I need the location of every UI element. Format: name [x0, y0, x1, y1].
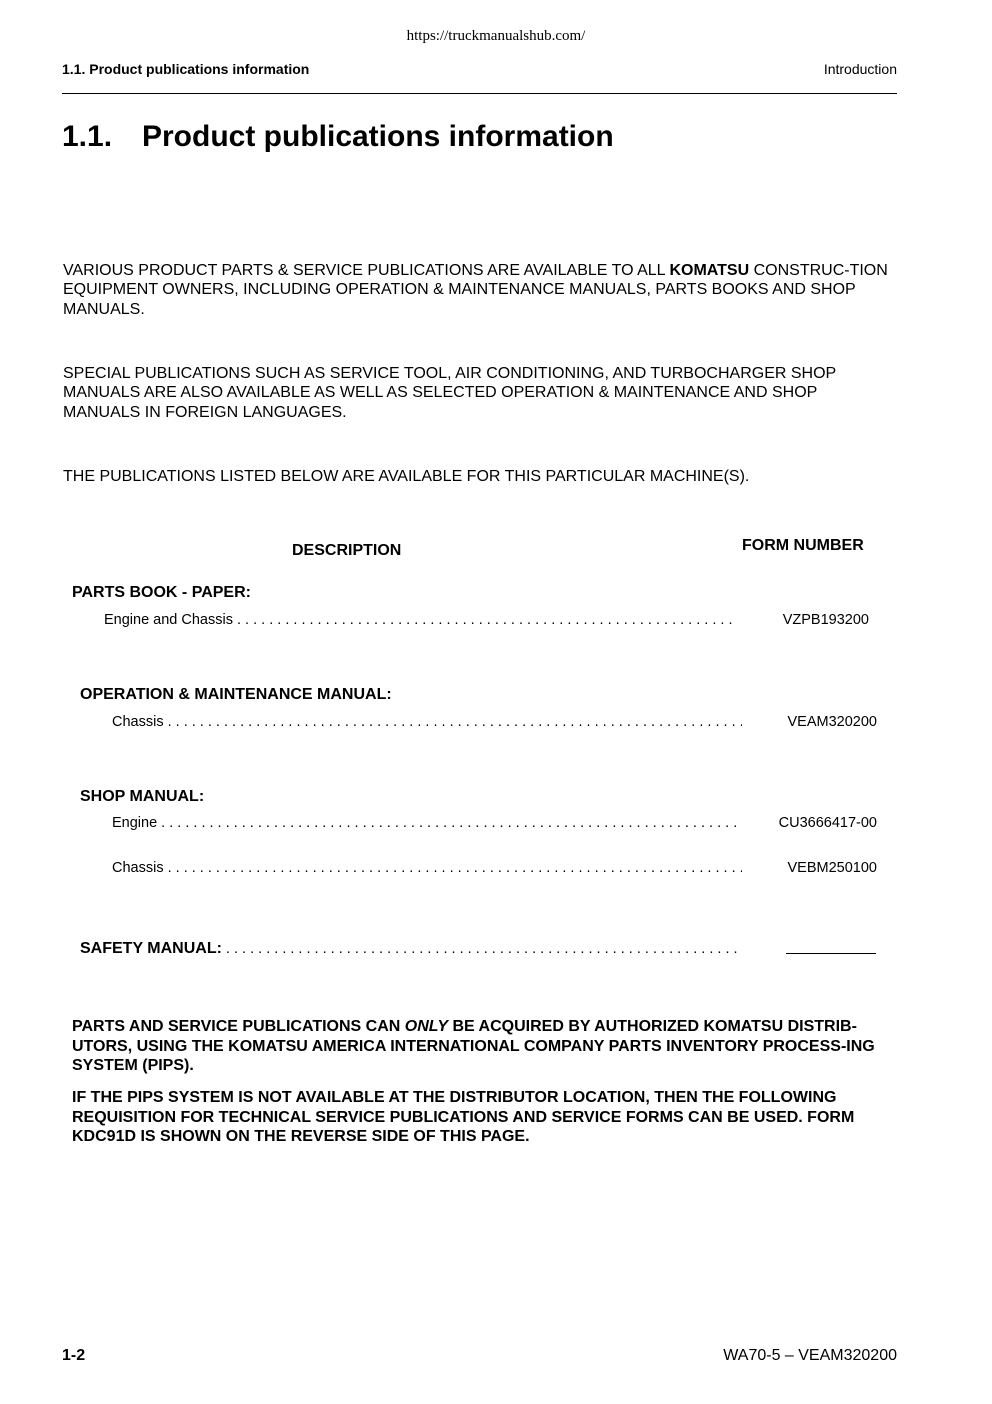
column-header-description: DESCRIPTION	[292, 542, 402, 559]
dot-leader	[168, 714, 742, 730]
row-form-number: VEBM250100	[787, 860, 877, 876]
para1-text-b: CONSTRUC-TION EQUIPMENT OWNERS, INCLUDING OPERATION & MAINTENANCE MANUALS, PARTS BOOKS AND SHOP MANUALS.	[63, 262, 888, 318]
note1-text-b: BE ACQUIRED BY AUTHORIZED KOMATSU DISTRIB-UTORS, USING THE KOMATSU AMERICA INTERNATIONAL COMPANY PARTS INVENTORY PROCESS-ING SYSTEM (PIPS).	[72, 1018, 875, 1074]
table-row	[112, 860, 742, 876]
note-paragraph-1	[72, 1017, 898, 1076]
section-heading-operation-maintenance: OPERATION & MAINTENANCE MANUAL:	[80, 686, 392, 703]
row-label: Engine	[112, 815, 158, 831]
note-paragraph-2: IF THE PIPS SYSTEM IS NOT AVAILABLE AT THE DISTRIBUTOR LOCATION, THEN THE FOLLOWING REQUISITION FOR TECHNICAL SERVICE PUBLICATIONS AND SERVICE FORMS CAN BE USED. FORM KDC91D IS SHOWN ON THE REVERSE SIDE OF THIS PAGE.	[72, 1089, 855, 1145]
intro-paragraph-1	[63, 261, 893, 319]
intro-paragraph-3: THE PUBLICATIONS LISTED BELOW ARE AVAILABLE FOR THIS PARTICULAR MACHINE(S).	[63, 468, 750, 485]
section-heading-safety-manual: SAFETY MANUAL:	[80, 940, 222, 957]
page-title	[62, 120, 614, 154]
row-form-number: VEAM320200	[787, 714, 877, 730]
row-label: Engine and Chassis	[104, 612, 233, 628]
document-code: WA70-5 – VEAM320200	[723, 1347, 897, 1364]
table-row	[80, 940, 742, 958]
running-header-section: 1.1. Product publications information	[62, 61, 310, 77]
dot-leader	[161, 815, 742, 831]
page-number: 1-2	[62, 1347, 86, 1364]
running-header-chapter: Introduction	[823, 61, 897, 77]
form-number-blank	[786, 941, 876, 959]
note1-text-a: PARTS AND SERVICE PUBLICATIONS CAN	[72, 1018, 405, 1035]
title-number: 1.1.	[62, 120, 113, 153]
header-rule	[62, 93, 897, 94]
section-heading-shop-manual: SHOP MANUAL:	[80, 788, 205, 805]
row-label: Chassis	[112, 714, 164, 730]
table-row	[112, 714, 742, 730]
intro-paragraph-2: SPECIAL PUBLICATIONS SUCH AS SERVICE TOOL, AIR CONDITIONING, AND TURBOCHARGER SHOP MANUALS ARE ALSO AVAILABLE AS WELL AS SELECTED OPERATION & MAINTENANCE AND SHOP MANUALS IN FOREIGN LANGUAGES.	[63, 365, 836, 421]
brand-name: KOMATSU	[669, 262, 750, 279]
section-heading-parts-book: PARTS BOOK - PAPER:	[72, 584, 251, 601]
title-text: Product publications information	[142, 120, 614, 153]
row-label: Chassis	[112, 860, 164, 876]
para1-text-a: VARIOUS PRODUCT PARTS & SERVICE PUBLICATIONS ARE AVAILABLE TO ALL	[63, 262, 670, 279]
source-url[interactable]: https://truckmanualshub.com/	[406, 28, 586, 44]
row-form-number: CU3666417-00	[778, 815, 877, 831]
table-row	[112, 815, 742, 831]
table-row	[104, 612, 736, 628]
column-header-form-number: FORM NUMBER	[742, 537, 864, 554]
dot-leader	[237, 612, 736, 628]
dot-leader	[226, 941, 742, 957]
row-form-number: VZPB193200	[782, 612, 869, 628]
dot-leader	[168, 860, 742, 876]
note1-emphasis: ONLY	[404, 1018, 449, 1035]
